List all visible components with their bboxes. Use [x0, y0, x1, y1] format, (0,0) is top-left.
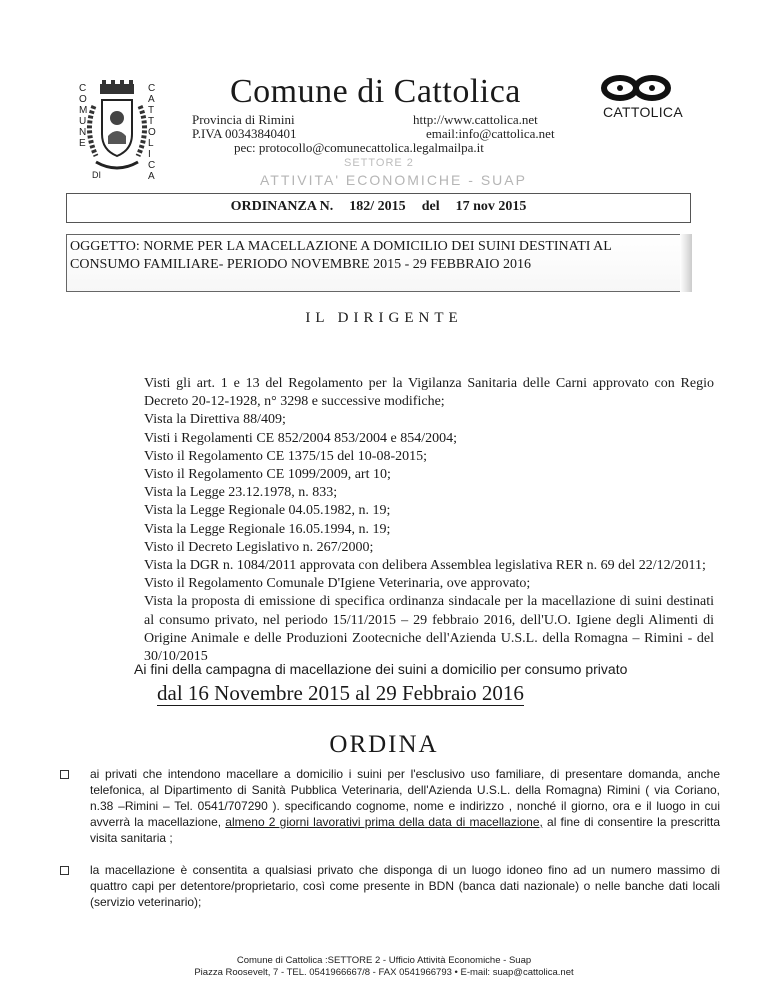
visti-item: Vista la DGR n. 1084/2011 approvata con delibera Assemblea legislativa RER n. 69 del 22/12/2011; — [144, 558, 706, 574]
ordinanza-label: ORDINANZA N. — [230, 199, 334, 214]
website-link[interactable]: http://www.cattolica.net — [413, 112, 538, 127]
list-item: la macellazione è consentita a qualsiasi privato che disponga di un luogo idoneo fino ad un numero massimo di quattro capi per detentore/proprietario, così come presente in BDN (banca dati nazionale) o nelle banche dati locali (servizio veterinario); — [60, 862, 720, 910]
footer-line2: Piazza Roosevelt, 7 - TEL. 0541966667/8 - FAX 0541966793 • E-mail: suap@cattolica.net — [194, 967, 574, 978]
visti-list — [144, 375, 714, 666]
ordinanza-heading — [66, 199, 691, 215]
provincia: Provincia di Rimini — [192, 112, 295, 127]
oggetto-shadow — [680, 234, 692, 292]
ordinanza-del: del — [421, 199, 440, 214]
period-dates: dal 16 Novembre 2015 al 29 Febbraio 2016 — [157, 681, 524, 705]
ordina-list — [60, 766, 720, 926]
visti-item: Vista la Legge Regionale 16.05.1994, n. 19; — [144, 521, 391, 537]
oggetto-text: OGGETTO: NORME PER LA MACELLAZIONE A DOMICILIO DEI SUINI DESTINATI AL CONSUMO FAMILIARE- PERIODO NOVEMBRE 2015 - 29 FEBBRAIO 2016 — [70, 239, 612, 272]
visti-item: Visti i Regolamenti CE 852/2004 853/2004 e 854/2004; — [144, 430, 457, 446]
visti-item: Visto il Regolamento Comunale D'Igiene Veterinaria, ove approvato; — [144, 576, 531, 592]
ordinanza-date: 17 nov 2015 — [455, 199, 527, 214]
checkbox-bullet-icon — [60, 866, 69, 875]
crest-di: DI — [92, 170, 101, 180]
ordinanza-number: 182/ 2015 — [349, 199, 406, 214]
settore-label: SETTORE 2 — [344, 157, 414, 169]
visti-item: Vista la proposta di emissione di specifica ordinanza sindacale per la macellazione di suini destinati al consumo privato, nel periodo 15/11/2015 – 29 febbraio 2016, dell'U.O. Igiene degli Alimenti di Origine Animale e delle Produzioni Zootecniche dell'Azienda U.S.L. della Romagna – Rimini - del 30/10/2015 — [144, 594, 714, 665]
ordina-heading: ORDINA — [329, 731, 439, 758]
pec-address: pec: protocollo@comunecattolica.legalmailpa.it — [234, 140, 484, 155]
visti-item: Vista la Direttiva 88/409; — [144, 412, 286, 428]
logo-text: CATTOLICA — [603, 104, 683, 120]
piva: P.IVA 00343840401 — [192, 126, 297, 141]
dirigente-heading: IL DIRIGENTE — [305, 310, 463, 326]
footer-line1: Comune di Cattolica :SETTORE 2 - Ufficio Attività Economiche - Suap — [236, 955, 532, 966]
visti-item: Vista la Legge 23.12.1978, n. 833; — [144, 485, 338, 501]
crest-letters-right: C A T T O L I C A — [148, 83, 156, 182]
ai-fini-text: Ai fini della campagna di macellazione dei suini a domicilio per consumo privato — [134, 661, 628, 677]
email-link[interactable]: email:info@cattolica.net — [426, 126, 555, 141]
coat-of-arms-icon — [78, 78, 156, 180]
crest-letters-left: C O M U N E — [79, 83, 88, 149]
list-item: ai privati che intendono macellare a domicilio i suini per l'esclusivo uso familiare, di presentare domanda, anche telefonica, al Dipartimento di Sanità Pubblica Veterinaria, dell'Azienda U.S.L. della Romagna) Rimini ( via Coriano, n.38 –Rimini – Tel. 0541/707290 ). specificando cognome, nome e indirizzo , nonché il giorno, ora e il luogo in cui avverrà la macellazione, almeno 2 giorni lavorativi prima della data di macellazione, al fine di consentire la prescritta visita sanitaria ; — [60, 766, 720, 846]
page-title: Comune di Cattolica — [230, 73, 521, 110]
visti-item: Visto il Regolamento CE 1099/2009, art 10; — [144, 467, 391, 483]
visti-item: Visti gli art. 1 e 13 del Regolamento per la Vigilanza Sanitaria delle Carni approvato con Regio Decreto 20-12-1928, n° 3298 e successive modifiche; — [144, 376, 714, 410]
visti-item: Visto il Decreto Legislativo n. 267/2000; — [144, 539, 374, 555]
visti-item: Visto il Regolamento CE 1375/15 del 10-08-2015; — [144, 448, 428, 464]
checkbox-bullet-icon — [60, 770, 69, 779]
footer — [0, 955, 768, 979]
attivita-label: ATTIVITA' ECONOMICHE - SUAP — [260, 172, 527, 188]
visti-item: Vista la Legge Regionale 04.05.1982, n. 19; — [144, 503, 391, 519]
